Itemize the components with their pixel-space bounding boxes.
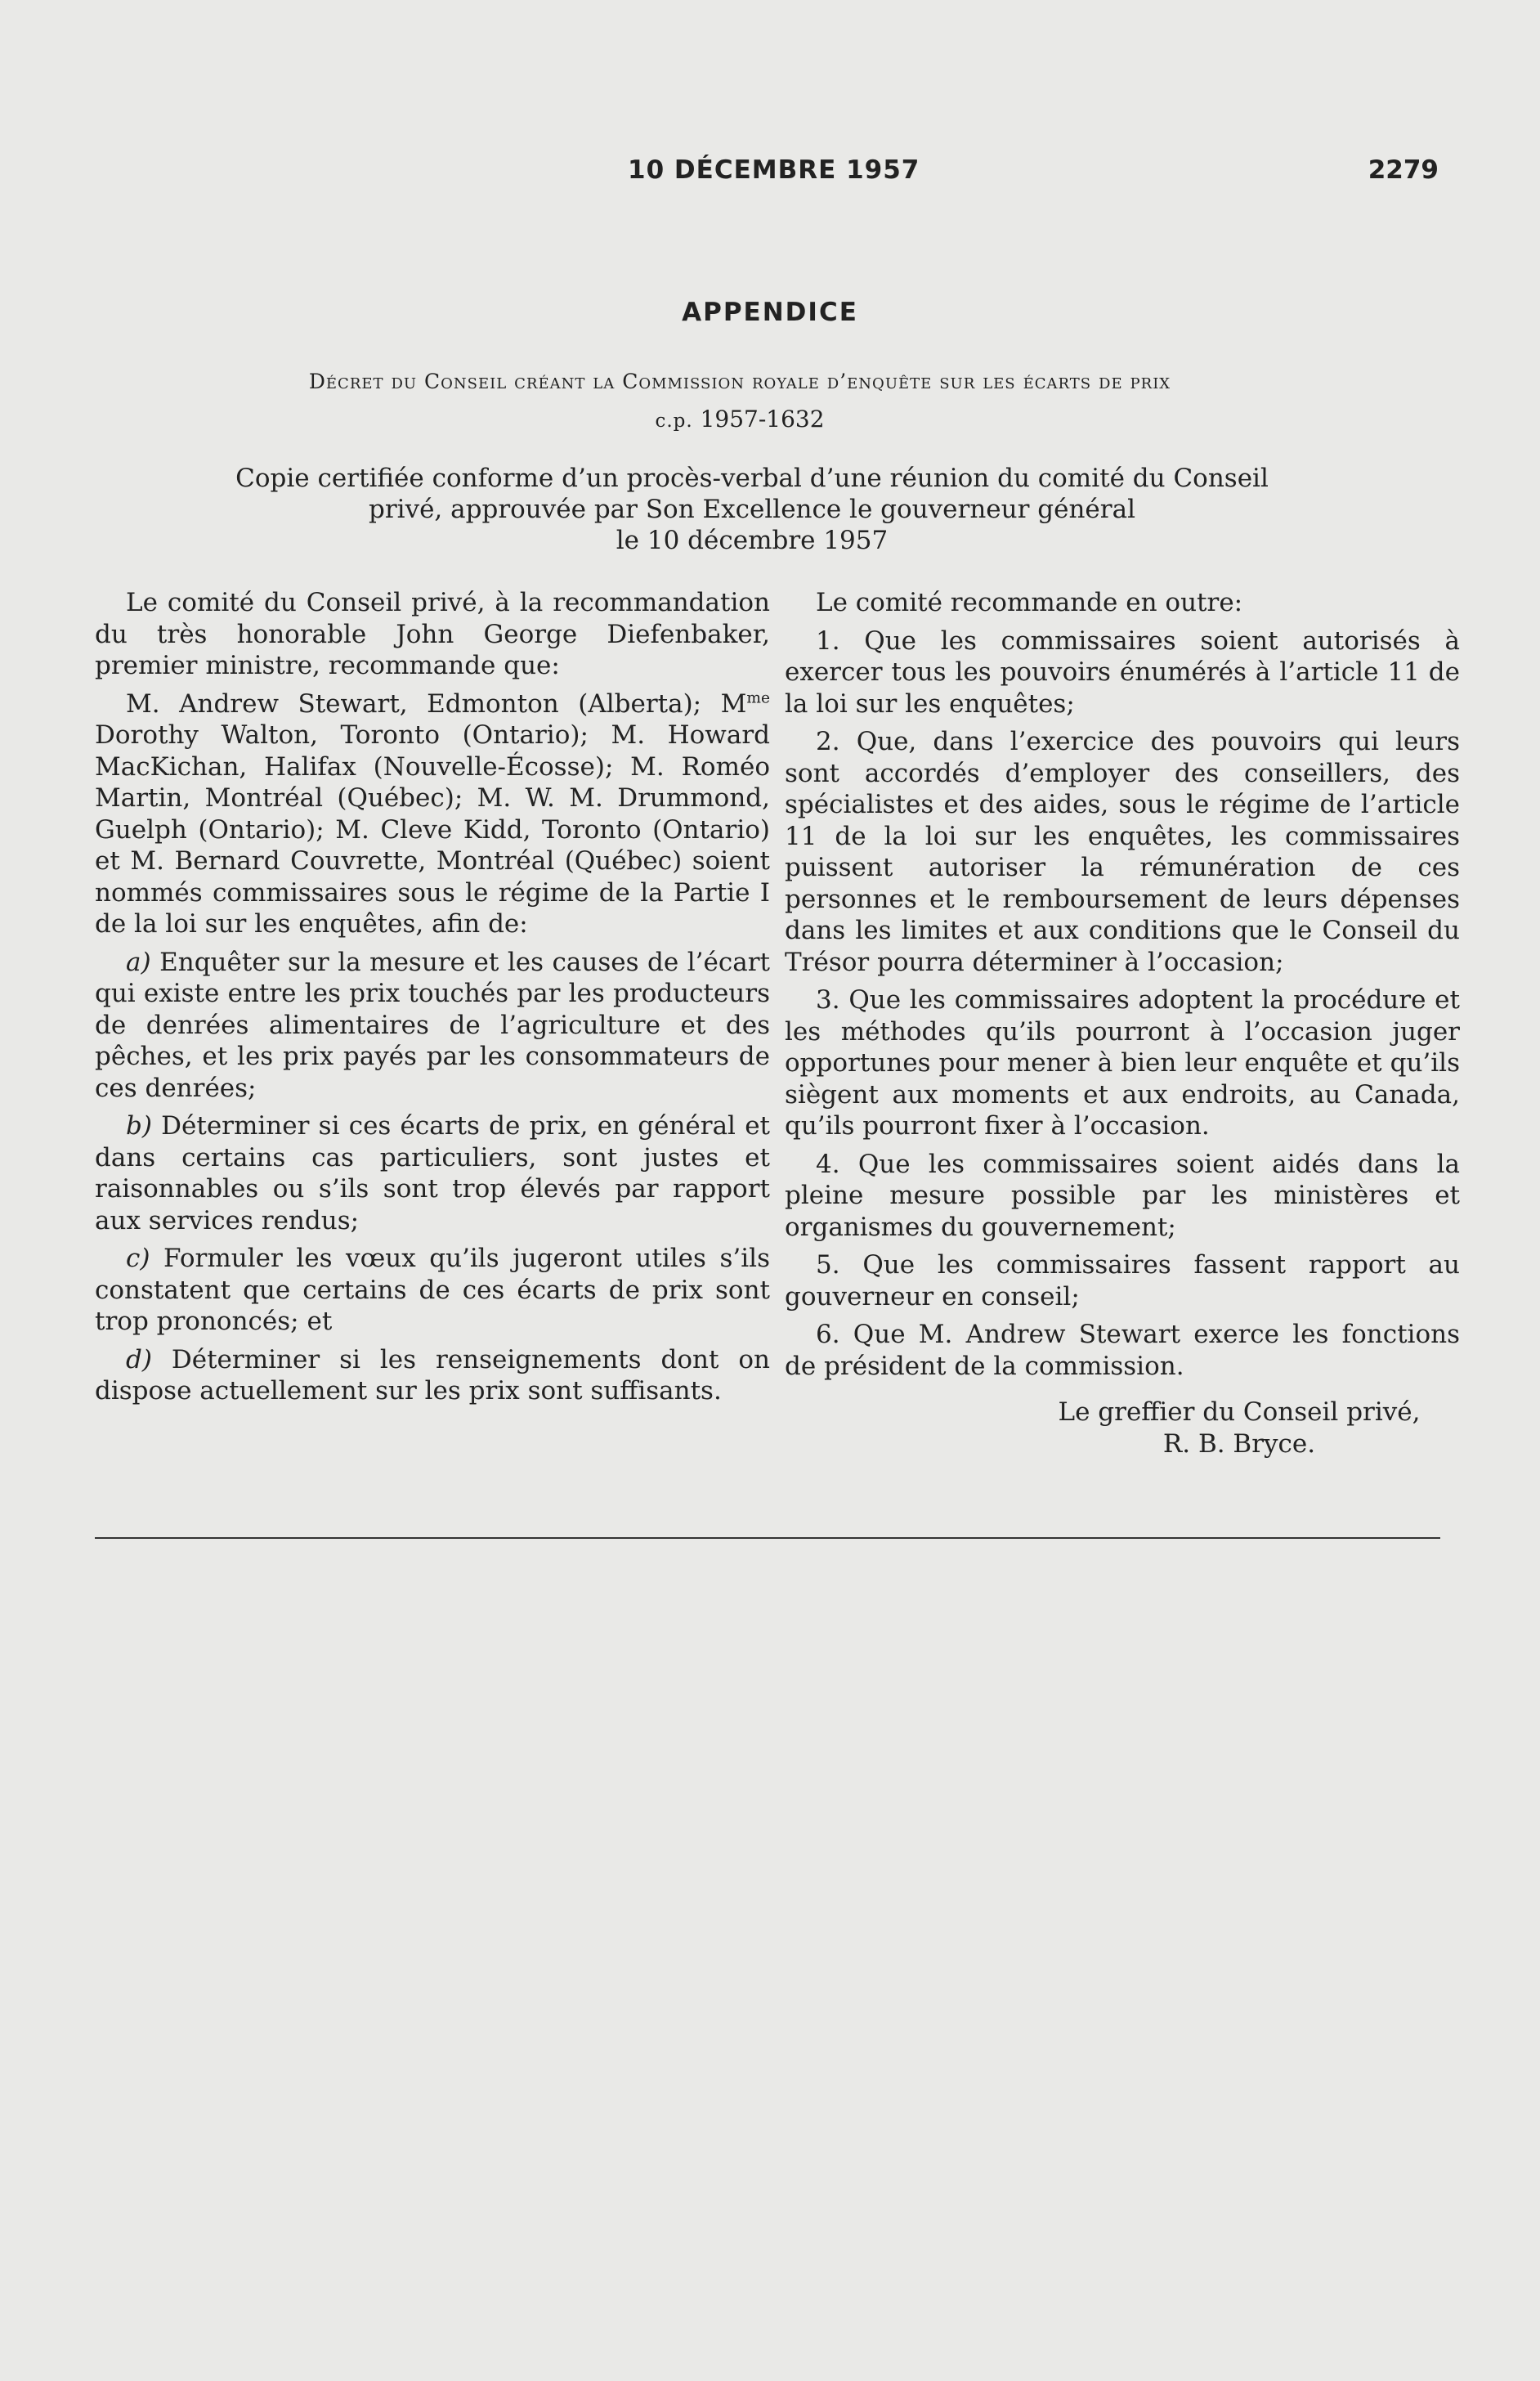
signature-name: R. B. Bryce.	[1162, 1428, 1316, 1459]
running-header	[0, 155, 1540, 196]
intro-line-3: le 10 décembre 1957	[616, 526, 889, 555]
horizontal-rule	[95, 1537, 1440, 1539]
names-superscript: me	[746, 689, 770, 707]
commissioners-paragraph	[95, 688, 770, 940]
page-number: 2279	[1368, 155, 1439, 185]
item-letter: b)	[126, 1111, 152, 1141]
header-date: 10 DÉCEMBRE 1957	[628, 155, 920, 185]
mandate-item-a	[95, 947, 770, 1105]
signature-title: Le greffier du Conseil privé,	[1058, 1397, 1421, 1427]
item-letter: c)	[126, 1244, 150, 1273]
appendix-title	[0, 298, 1540, 327]
item-text: Déterminer si les renseignements dont on dispose actuellement sur les prix sont suffisants.	[95, 1344, 770, 1406]
intro-line-2: privé, approuvée par Son Excellence le gouverneur général	[369, 495, 1135, 524]
order-in-council-number	[98, 406, 1381, 433]
mandate-item-b	[95, 1110, 770, 1236]
decree-title: Décret du Conseil créant la Commission royale d’enquête sur les écarts de prix	[308, 370, 1171, 393]
further-recommends: Le comité recommande en outre:	[816, 588, 1243, 617]
opening-paragraph: Le comité du Conseil privé, à la recommandation du très honorable John George Diefenbaker, premier ministre, recommande que:	[95, 588, 770, 680]
certified-copy-intro	[123, 463, 1381, 556]
recommendation-3: 3. Que les commissaires adoptent la procédure et les méthodes qu’ils pourront à l’occasion juger opportunes pour mener à bien leur enquête et qu’ils siègent aux moments et aux endroits, au Canada, qu’ils pourront fixer à l’occasion.	[785, 985, 1460, 1141]
mandate-item-d	[95, 1344, 770, 1407]
signature-block	[1018, 1397, 1460, 1460]
item-text: Formuler les vœux qu’ils jugeront utiles s’ils constatent que certains de ces écarts de prix sont trop prononcés; et	[95, 1244, 770, 1336]
item-text: Enquêter sur la mesure et les causes de l’écart qui existe entre les prix touchés par les producteurs de denrées alimentaires de l’agriculture et des pêches, et les prix payés par les consommateurs de ces denrées;	[95, 947, 770, 1103]
names-part-2: Dorothy Walton, Toronto (Ontario); M. Howard MacKichan, Halifax (Nouvelle-Écosse); M. Roméo Martin, Montréal (Québec); M. W. M. Drummond, Guelph (Ontario); M. Cleve Kidd, Toronto (Ontario) et M. Bernard Couvrette, Montréal (Québec) soient nommés commissaires sous le régime de la Partie I de la loi sur les enquêtes, afin de:	[95, 720, 770, 939]
item-letter: a)	[126, 947, 151, 977]
left-column	[95, 587, 770, 1414]
cp-prefix: c.p.	[655, 410, 693, 432]
recommendation-1: 1. Que les commissaires soient autorisés à exercer tous les pouvoirs énumérés à l’article 11 de la loi sur les enquêtes;	[785, 626, 1460, 719]
right-column	[785, 587, 1460, 1460]
recommendation-2: 2. Que, dans l’exercice des pouvoirs qui leurs sont accordés d’employer des conseillers, des spécialistes et des aides, sous le régime de l’article 11 de la loi sur les enquêtes, les commissaires puissent autoriser la rémunération de ces personnes et le remboursement de leurs dépenses dans les limites et aux conditions que le Conseil du Trésor pourra déterminer à l’occasion;	[785, 727, 1460, 977]
recommendation-6: 6. Que M. Andrew Stewart exerce les fonctions de président de la commission.	[785, 1320, 1460, 1381]
item-text: Déterminer si ces écarts de prix, en général et dans certains cas particuliers, sont justes et raisonnables ou s’ils sont trop élevés par rapport aux services rendus;	[95, 1111, 770, 1235]
recommendation-4: 4. Que les commissaires soient aidés dans la pleine mesure possible par les ministères et organismes du gouvernement;	[785, 1149, 1460, 1242]
cp-number: 1957-1632	[700, 406, 825, 433]
appendix-title-text: APPENDICE	[682, 298, 858, 327]
names-part-1: M. Andrew Stewart, Edmonton (Alberta); M	[126, 688, 747, 719]
item-letter: d)	[126, 1344, 152, 1374]
recommendation-5: 5. Que les commissaires fassent rapport au gouverneur en conseil;	[785, 1250, 1460, 1312]
intro-line-1: Copie certifiée conforme d’un procès-verbal d’une réunion du comité du Conseil	[235, 464, 1269, 493]
mandate-item-c	[95, 1243, 770, 1338]
